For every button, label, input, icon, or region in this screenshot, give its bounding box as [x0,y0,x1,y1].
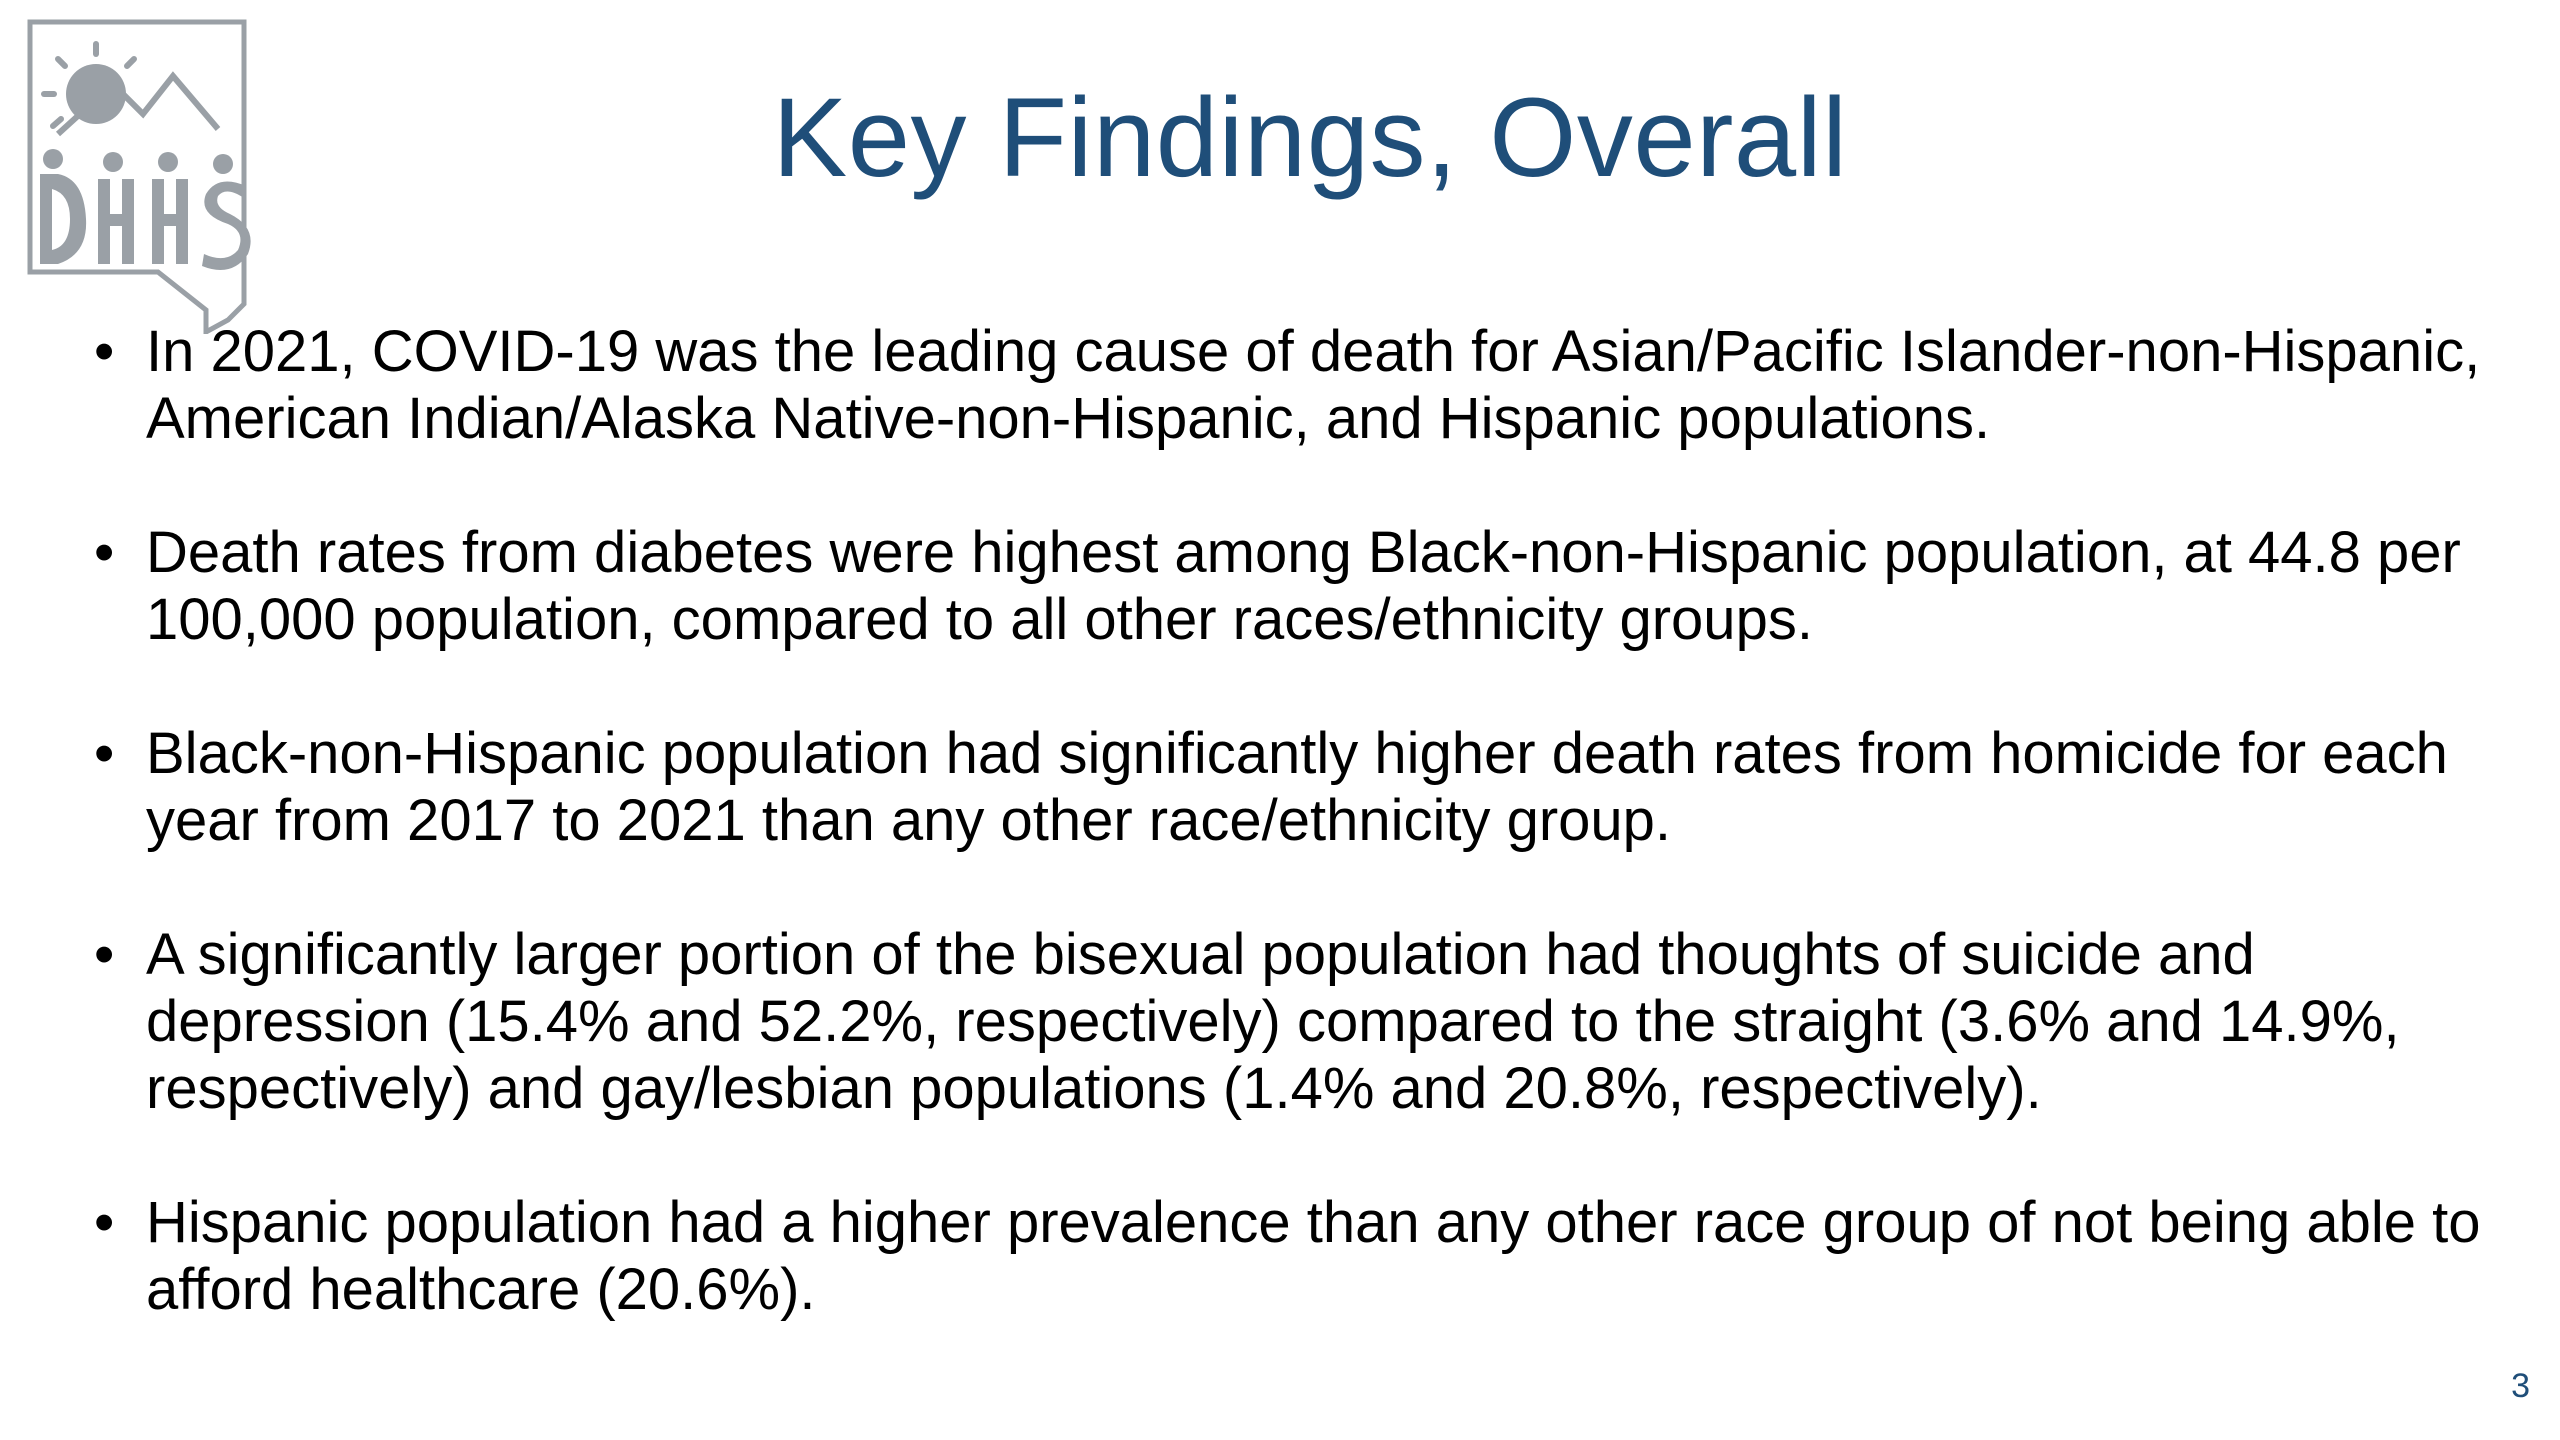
finding-text: In 2021, COVID-19 was the leading cause of death for Asian/Pacific Islander-non-Hispanic, American Indian/Alaska Native-non-Hispanic, and Hispanic populations. [146,319,2481,451]
finding-text: Death rates from diabetes were highest among Black-non-Hispanic population, at 44.8 per 100,000 population, compared to all other races/ethnicity groups. [146,520,2461,652]
list-item [90,1189,2530,1323]
list-item [90,921,2530,1122]
finding-text: A significantly larger portion of the bisexual population had thoughts of suicide and depression (15.4% and 52.2%, respectively) compared to the straight (3.6% and 14.9%, respectively) and gay/lesbian populations (1.4% and 20.8%, respectively). [146,922,2400,1121]
list-item [90,318,2530,452]
slide-title: Key Findings, Overall [772,75,1848,200]
bullet-icon: • [94,319,115,384]
finding-text: Black-non-Hispanic population had significantly higher death rates from homicide for each year from 2017 to 2021 than any other race/ethnicity group. [146,721,2448,853]
page-number: 3 [2511,1367,2530,1405]
findings-list [90,318,2530,1390]
bullet-icon: • [94,922,115,987]
list-item [90,519,2530,653]
bullet-icon: • [94,721,115,786]
dhhs-logo-icon [18,14,268,334]
bullet-icon: • [94,520,115,585]
list-item [90,720,2530,854]
finding-text: Hispanic population had a higher prevalence than any other race group of not being able to afford healthcare (20.6%). [146,1190,2481,1322]
bullet-icon: • [94,1190,115,1255]
